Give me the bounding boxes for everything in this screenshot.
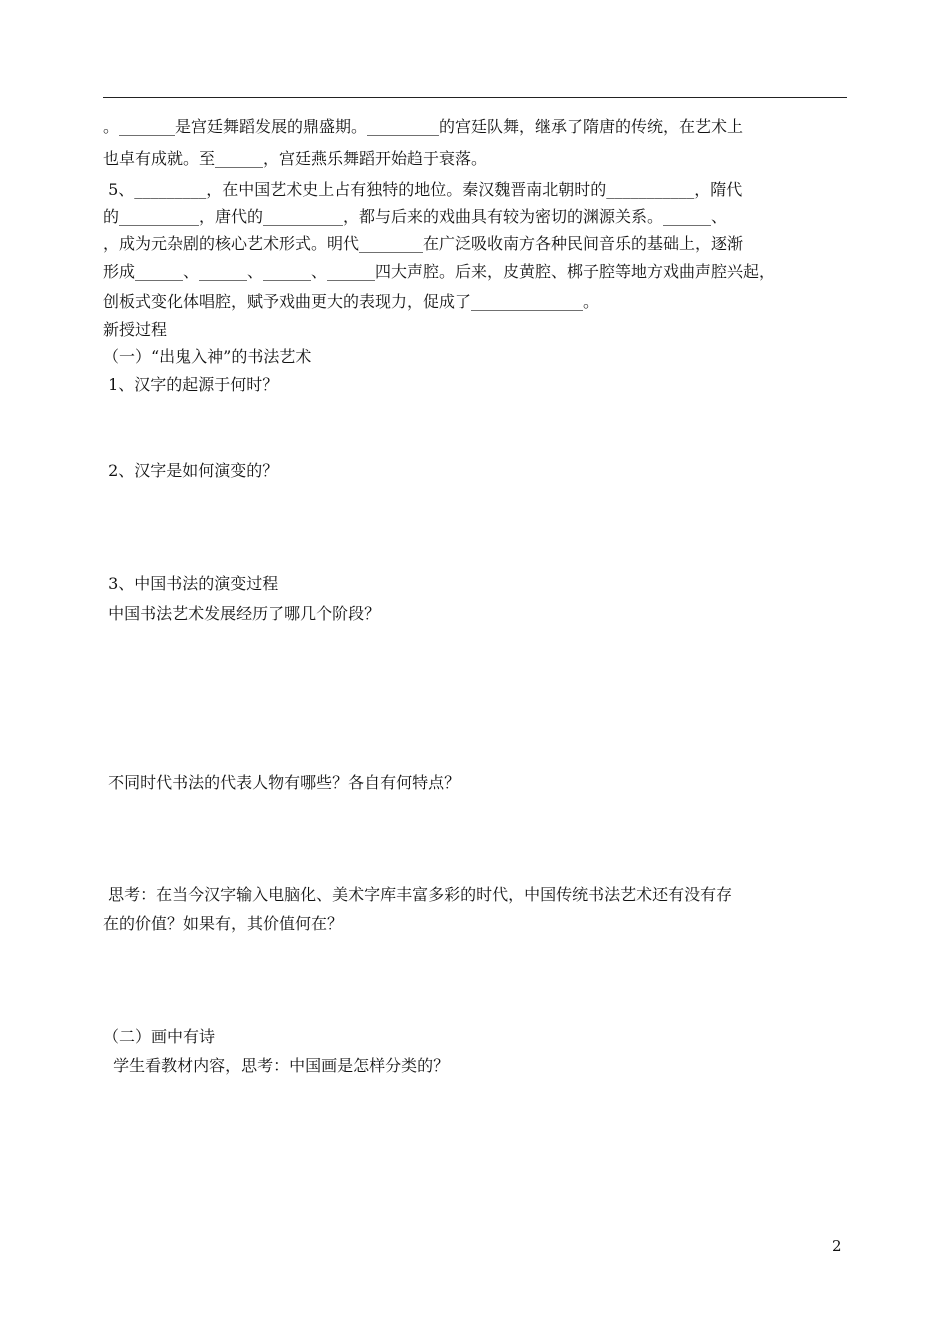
question: 思考：在当今汉字输入电脑化、美术字库丰富多彩的时代，中国传统书法艺术还有没有存 <box>103 885 733 904</box>
question: 1、汉字的起源于何时？ <box>103 375 279 394</box>
question: 2、汉字是如何演变的？ <box>103 461 279 480</box>
text-line: 的__________，唐代的__________，都与后来的戏曲具有较为密切的渊源关系。______、 <box>103 207 728 226</box>
text-line: ，成为元杂剧的核心艺术形式。明代________在广泛吸收南方各种民间音乐的基础上，逐渐 <box>103 234 744 253</box>
section-heading: （一）“出鬼入神”的书法艺术 <box>103 347 312 366</box>
question: 3、中国书法的演变过程 <box>103 574 279 593</box>
text-line: 形成______、______、______、______四大声腔。后来，皮黄腔、梆子腔等地方戏曲声腔兴起， <box>103 262 776 281</box>
text-line: 创板式变化体唱腔，赋予戏曲更大的表现力，促成了______________。 <box>103 292 600 311</box>
question: 中国书法艺术发展经历了哪几个阶段？ <box>103 604 381 623</box>
text-line: 也卓有成就。至______，宫廷燕乐舞蹈开始趋于衰落。 <box>103 149 488 168</box>
question: 在的价值？如果有，其价值何在？ <box>103 914 344 933</box>
section-heading: 新授过程 <box>103 320 168 339</box>
section-heading: （二）画中有诗 <box>103 1027 216 1046</box>
header-rule <box>103 97 847 98</box>
question: 不同时代书法的代表人物有哪些？各自有何特点？ <box>103 773 461 792</box>
text-line: 。_______是宫廷舞蹈发展的鼎盛期。_________的宫廷队舞，继承了隋唐的传统，在艺术上 <box>103 117 744 136</box>
question: 学生看教材内容，思考：中国画是怎样分类的？ <box>103 1056 450 1075</box>
text-line: 5、_________，在中国艺术史上占有独特的地位。秦汉魏晋南北朝时的___________，隋代 <box>103 180 743 199</box>
page-number: 2 <box>832 1237 842 1255</box>
